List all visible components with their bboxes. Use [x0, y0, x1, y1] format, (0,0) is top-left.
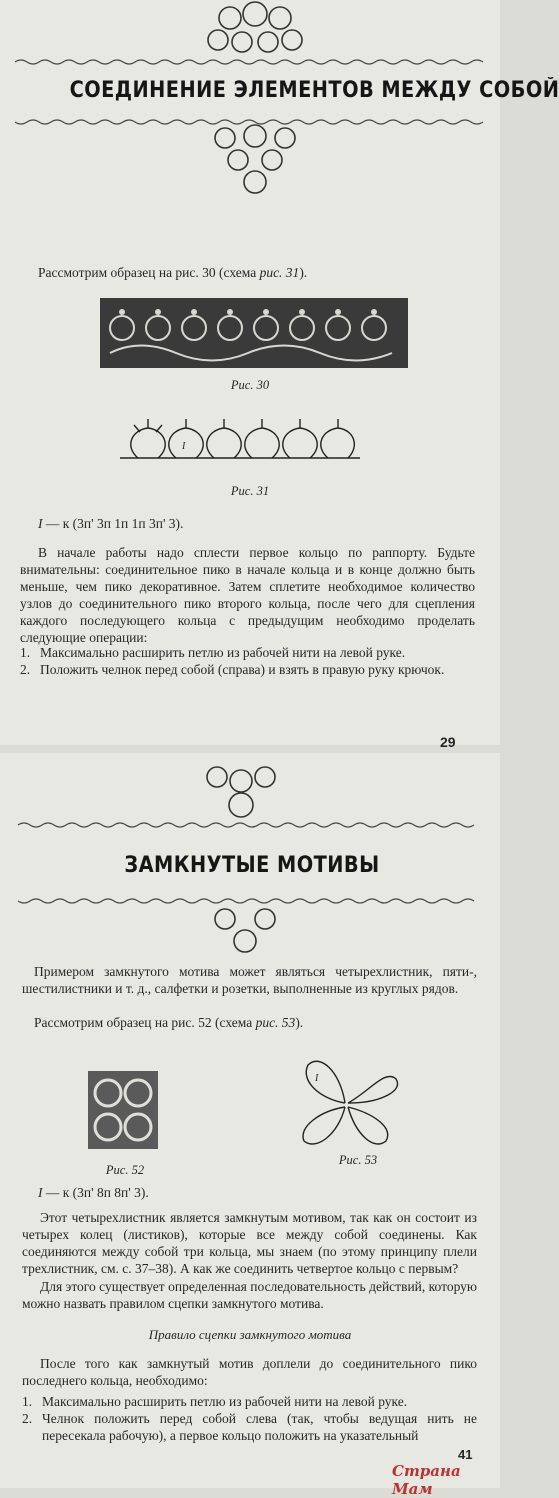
figure-53-ring-label: I	[315, 1073, 319, 1084]
title-rule-top	[15, 58, 485, 66]
intro-line	[38, 264, 478, 281]
list-item-text: Максимально расширить петлю из рабочей нити на левой руке.	[40, 645, 406, 660]
page-41	[0, 753, 500, 1488]
list-item-number: 1.	[20, 645, 31, 660]
rule-heading: Правило сцепки замкнутого мотива	[148, 1327, 352, 1342]
figure-30-caption: Рис. 30	[230, 378, 270, 392]
paragraph-3: После того как замкнутый мотив доплели до соединительного пико последнего кольца, необходимо:	[22, 1356, 477, 1388]
paragraph-2: Для этого существует определенная последовательность действий, которую можно назвать правилом сцепки замкнутого мотива.	[22, 1279, 477, 1311]
formula-ring-number: I	[38, 1185, 43, 1200]
intro-text-b: ).	[299, 265, 308, 280]
lace-top-ornament	[195, 763, 285, 823]
intro-text-a: Рассмотрим образец на рис. 30 (схема	[38, 265, 260, 280]
figure-52-photo	[88, 1071, 158, 1149]
figure-30-photo	[100, 298, 408, 368]
title-rule-bottom	[18, 897, 483, 905]
intro2-text-a: Рассмотрим образец на рис. 52 (схема	[34, 1015, 256, 1030]
list-item	[22, 1393, 477, 1410]
figure-31-diagram	[120, 416, 360, 476]
figure-31-caption: Рис. 31	[230, 484, 270, 498]
paragraph-1: Этот четырехлистник является замкнутым мотивом, так как он состоит из четырех колец (листиков), которые все между собой соединены. Как соединяются между собой три кольца, мы знаем (по этому принципу плели трехлистник, см. с. 37–38). А как же соединить четвертое кольцо с первым?	[22, 1210, 477, 1276]
figure-53-caption: Рис. 53	[338, 1153, 378, 1167]
formula-line	[38, 516, 478, 532]
paragraph-main: В начале работы надо сплести первое кольцо по раппорту. Будьте внимательны: соединительное пико в начале кольца и в конце должно быть меньше, чем пико декоративное. Затем сплетите необходимое количество узлов до соединительного пико второго кольца, после чего для сцепления каждого последующего кольца с предыдущим необходимо проделать следующие операции:	[20, 545, 475, 645]
list-item-text: Челнок положить перед собой слева (так, чтобы ведущая нить не пересекала рабочую), а первое кольцо положить на указательный	[42, 1411, 477, 1443]
figure-53-diagram	[290, 1051, 405, 1151]
intro-figure-ref: рис. 31	[259, 265, 300, 280]
intro2-figure-ref: рис. 53	[255, 1015, 296, 1030]
title-rule-top	[18, 821, 483, 829]
watermark-site: Страна Мам	[392, 1462, 461, 1498]
list-item-text: Максимально расширить петлю из рабочей нити на левой руке.	[42, 1394, 408, 1409]
page-title: СОЕДИНЕНИЕ ЭЛЕМЕНТОВ МЕЖДУ СОБОЙ	[69, 78, 559, 103]
figure-52-caption: Рис. 52	[105, 1163, 145, 1177]
lace-bottom-ornament	[200, 124, 310, 199]
page-number: 29	[440, 734, 456, 750]
list-item-number: 2.	[22, 1411, 33, 1426]
list-item-text: Положить челнок перед собой (справа) и взять в правую руку крючок.	[40, 662, 445, 677]
intro2-text-b: ).	[295, 1015, 304, 1030]
steps-list	[20, 644, 475, 678]
lace-bottom-ornament	[205, 905, 285, 965]
list-item-number: 2.	[20, 662, 31, 677]
list-item-number: 1.	[22, 1394, 33, 1409]
page-title: ЗАМКНУТЫЕ МОТИВЫ	[124, 853, 380, 878]
formula-line	[38, 1185, 478, 1201]
list-item	[20, 644, 475, 661]
page-number: 41	[458, 1447, 473, 1462]
formula-text: — к (3п' 8п 8п' 3).	[42, 1185, 149, 1200]
list-item	[20, 661, 475, 678]
formula-ring-number: I	[38, 516, 43, 531]
intro-paragraph: Примером замкнутого мотива может являться четырехлистник, пяти-, шестилистники и т. д., салфетки и розетки, выполненные из круглых рядов.	[22, 964, 477, 996]
intro2-line	[34, 1014, 474, 1031]
figure-31-ring-label: I	[182, 441, 186, 452]
steps-list	[22, 1393, 477, 1444]
formula-text: — к (3п' 3п 1п 1п 3п' 3).	[42, 516, 184, 531]
list-item	[22, 1410, 477, 1444]
lace-top-ornament	[190, 2, 320, 57]
